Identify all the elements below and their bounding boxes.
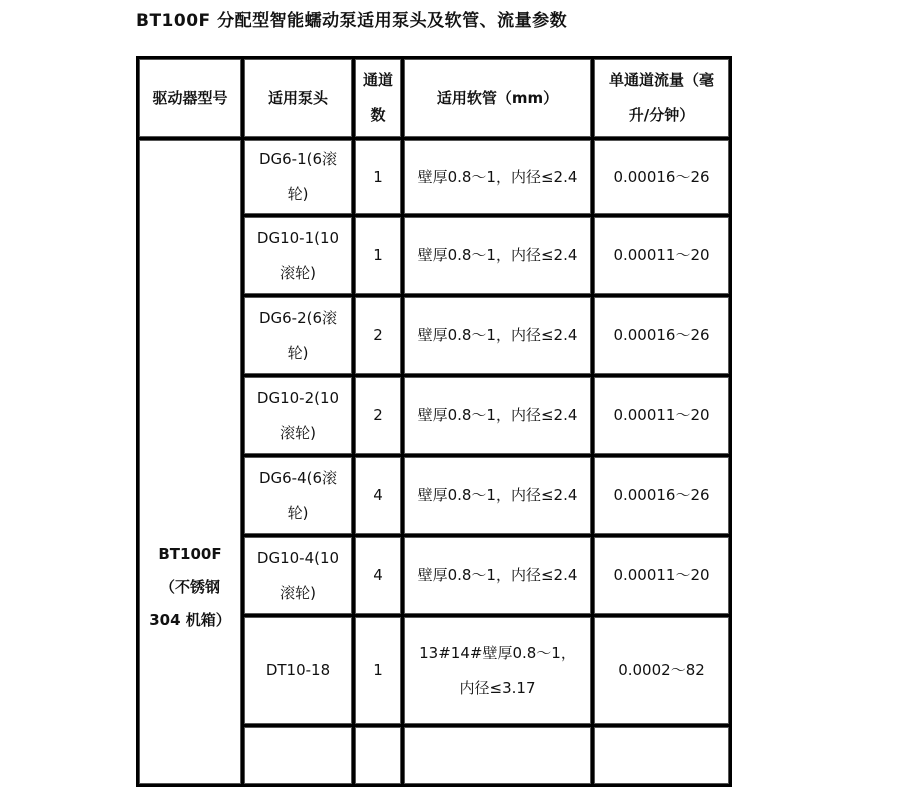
flow-cell: 0.00011～20: [594, 217, 732, 297]
header-driver-model: 驱动器型号: [139, 59, 244, 140]
pump-head-cell: [244, 727, 355, 787]
channels-cell: 1: [355, 617, 404, 727]
flow-cell: 0.00011～20: [594, 537, 732, 617]
tubing-cell: 壁厚0.8～1，内径≤2.4: [404, 377, 594, 457]
flow-cell: 0.0002～82: [594, 617, 732, 727]
spec-table: [136, 56, 732, 787]
pump-head-cell: DG6-2(6滚轮): [244, 297, 355, 377]
channels-cell: 2: [355, 297, 404, 377]
channels-cell: 2: [355, 377, 404, 457]
table-row: [139, 140, 732, 217]
tubing-cell: 壁厚0.8～1，内径≤2.4: [404, 457, 594, 537]
pump-head-cell: DG10-1(10滚轮): [244, 217, 355, 297]
tubing-cell: 壁厚0.8～1，内径≤2.4: [404, 140, 594, 217]
flow-cell: 0.00011～20: [594, 377, 732, 457]
tubing-cell: 壁厚0.8～1，内径≤2.4: [404, 297, 594, 377]
channels-cell: 1: [355, 140, 404, 217]
pump-head-cell: DG6-1(6滚轮): [244, 140, 355, 217]
driver-model-cell: BT100F （不锈钢 304 机箱）: [139, 140, 244, 787]
flow-cell: 0.00016～26: [594, 457, 732, 537]
header-row: [139, 59, 732, 140]
pump-head-cell: DT10-18: [244, 617, 355, 727]
flow-cell: 0.00016～26: [594, 140, 732, 217]
tubing-cell: [404, 727, 594, 787]
header-channels: 通道数: [355, 59, 404, 140]
channels-cell: 4: [355, 457, 404, 537]
header-flow: 单通道流量（毫升/分钟）: [594, 59, 732, 140]
pump-head-cell: DG6-4(6滚轮): [244, 457, 355, 537]
tubing-cell: 壁厚0.8～1，内径≤2.4: [404, 537, 594, 617]
header-tubing: 适用软管（mm）: [404, 59, 594, 140]
header-pump-head: 适用泵头: [244, 59, 355, 140]
tubing-cell: 13#14#壁厚0.8～1，内径≤3.17: [404, 617, 594, 727]
channels-cell: [355, 727, 404, 787]
pump-head-cell: DG10-4(10滚轮): [244, 537, 355, 617]
tubing-cell: 壁厚0.8～1，内径≤2.4: [404, 217, 594, 297]
flow-cell: [594, 727, 732, 787]
channels-cell: 4: [355, 537, 404, 617]
page-title: BT100F 分配型智能蠕动泵适用泵头及软管、流量参数: [136, 11, 568, 31]
channels-cell: 1: [355, 217, 404, 297]
flow-cell: 0.00016～26: [594, 297, 732, 377]
pump-head-cell: DG10-2(10滚轮): [244, 377, 355, 457]
